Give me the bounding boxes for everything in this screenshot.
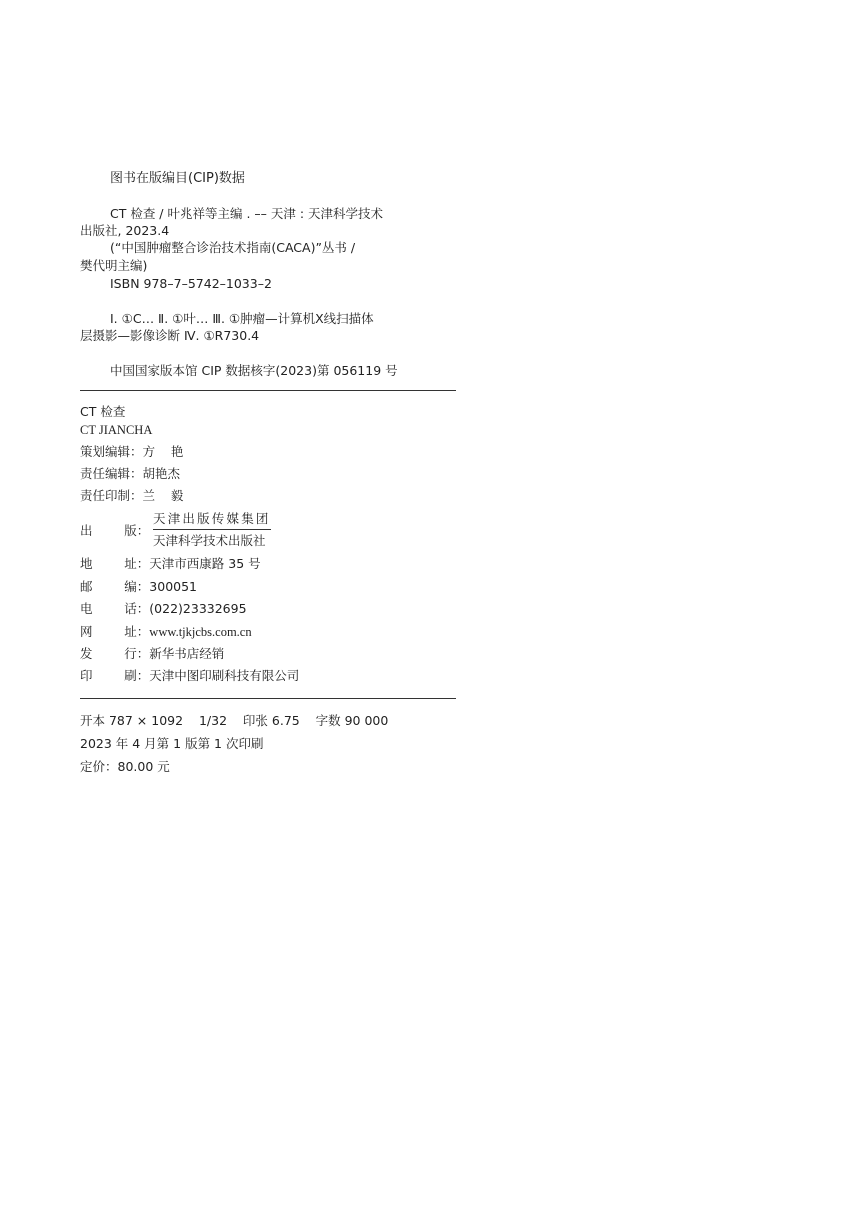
divider-bottom — [80, 698, 456, 699]
print-editor-row — [80, 488, 183, 504]
book-title: CT 检查 — [80, 404, 126, 419]
postcode-row — [80, 579, 197, 595]
cip-heading: 图书在版编目(CIP)数据 — [110, 171, 245, 186]
phone-value: (022)23332695 — [149, 601, 247, 616]
postcode-value: 300051 — [149, 579, 198, 594]
website-row — [80, 624, 252, 640]
planning-editor-value: 方 艳 — [142, 444, 184, 459]
printer-label: 印 刷： — [80, 668, 150, 683]
price: 定价：80.00 元 — [80, 759, 170, 774]
publisher-group: 天津出版传媒集团 — [153, 511, 271, 530]
printer-value: 天津中图印刷科技有限公司 — [149, 668, 300, 683]
distributor-row — [80, 646, 224, 662]
isbn: ISBN 978–7–5742–1033–2 — [110, 276, 272, 291]
publisher-label: 出 版： — [80, 523, 150, 538]
address-value: 天津市西康路 35 号 — [149, 556, 261, 571]
cip-classification-2: 层摄影—影像诊断 Ⅳ. ①R730.4 — [80, 328, 260, 343]
phone-row — [80, 601, 247, 617]
distributor-value: 新华书店经销 — [149, 646, 225, 661]
phone-label: 电 话： — [80, 601, 150, 616]
printer-row — [80, 668, 299, 684]
publisher-name: 天津科学技术出版社 — [153, 533, 266, 548]
format-specs: 开本 787 × 1092 1/32 印张 6.75 字数 90 000 — [80, 713, 389, 728]
editor-row — [80, 466, 180, 482]
edition-info: 2023 年 4 月第 1 版第 1 次印刷 — [80, 736, 264, 751]
planning-editor-label: 策划编辑： — [80, 444, 143, 459]
cip-line-2: 出版社, 2023.4 — [80, 223, 170, 238]
address-label: 地 址： — [80, 556, 150, 571]
editor-value: 胡艳杰 — [142, 466, 181, 481]
postcode-label: 邮 编： — [80, 579, 150, 594]
cip-line-1: CT 检查 / 叶兆祥等主编 . –– 天津 : 天津科学技术 — [110, 206, 384, 221]
cip-classification-1: Ⅰ. ①C… Ⅱ. ①叶… Ⅲ. ①肿瘤—计算机X线扫描体 — [110, 311, 374, 326]
planning-editor-row — [80, 444, 183, 460]
cip-record-number: 中国国家版本馆 CIP 数据核字(2023)第 056119 号 — [110, 363, 398, 378]
publisher-block — [153, 511, 271, 549]
website-label: 网 址： — [80, 624, 150, 639]
cip-line-4: 樊代明主编) — [80, 258, 148, 273]
address-row — [80, 556, 261, 572]
cip-line-3: (“中国肿瘤整合诊治技术指南(CACA)”丛书 / — [110, 240, 356, 255]
print-editor-value: 兰 毅 — [142, 488, 184, 503]
divider-top — [80, 390, 456, 391]
book-title-pinyin: CT JIANCHA — [80, 423, 153, 437]
print-editor-label: 责任印制： — [80, 488, 143, 503]
distributor-label: 发 行： — [80, 646, 150, 661]
website-value: www.tjkjcbs.com.cn — [149, 625, 252, 639]
editor-label: 责任编辑： — [80, 466, 143, 481]
